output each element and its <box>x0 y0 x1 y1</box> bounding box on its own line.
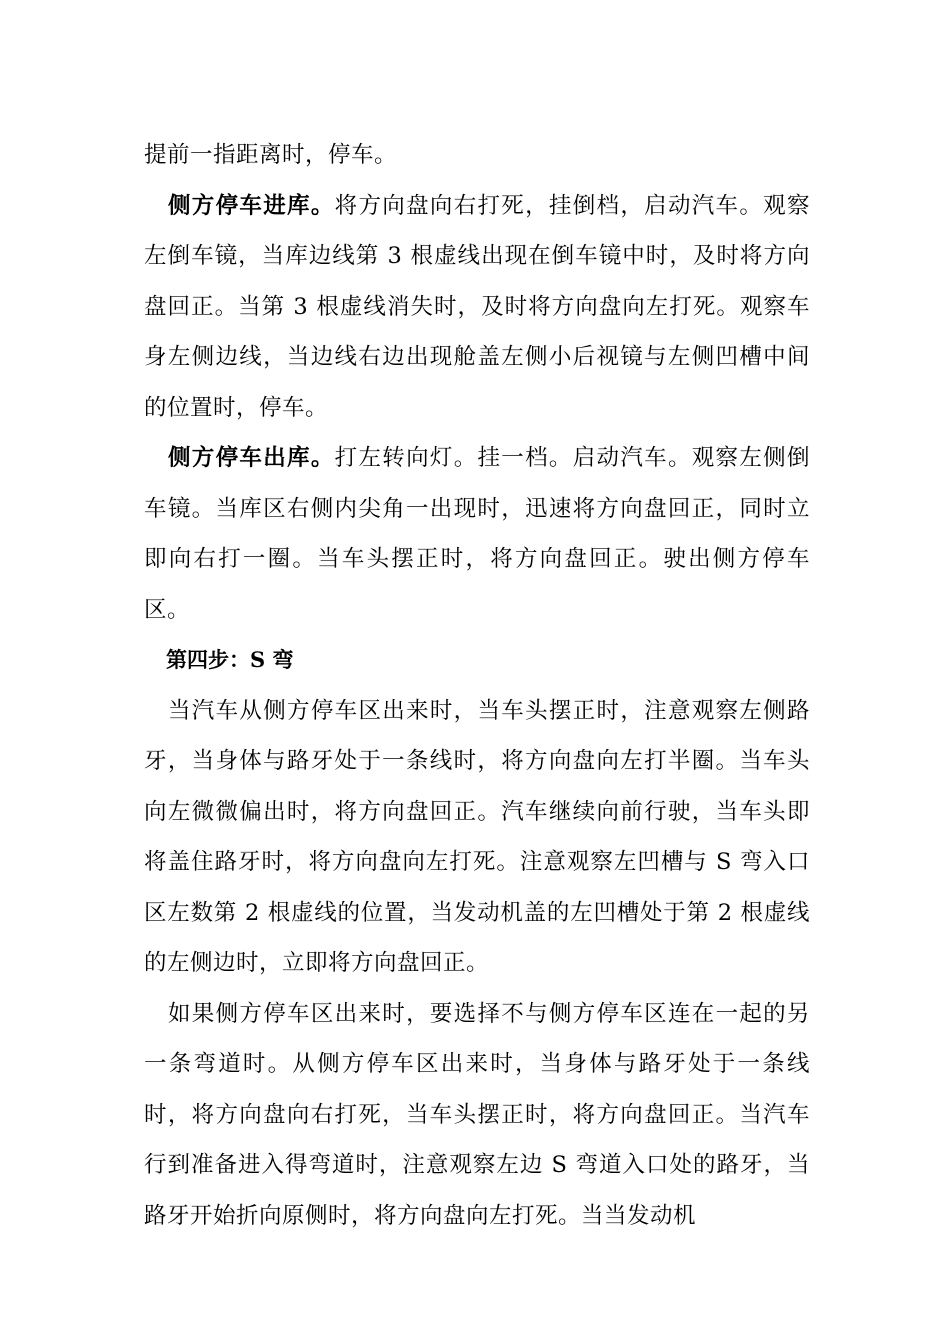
paragraph-text: 当汽车从侧方停车区出来时，当车头摆正时，注意观察左侧路牙，当身体与路牙处于一条线时，将方向盘向左打半圈。当车头向左微微偏出时，将方向盘回正。汽车继续向前行驶，当车头即将盖住路牙时，将方向盘向左打死。注意观察左凹槽与 S 弯入口区左数第 2 根虚线的位置，当发动机盖的左凹槽处于第 2 根虚线的左侧边时，立即将方向盘回正。 <box>144 697 810 976</box>
paragraph-s-curve <box>144 686 810 989</box>
paragraph-text: 如果侧方停车区出来时，要选择不与侧方停车区连在一起的另一条弯道时。从侧方停车区出来时，当身体与路牙处于一条线时，将方向盘向右打死，当车头摆正时，将方向盘回正。当汽车行到准备进入得弯道时，注意观察左边 S 弯道入口处的路牙，当路牙开始折向原侧时，将方向盘向左打死。当当发动机 <box>144 1000 810 1229</box>
paragraph-lead: 侧方停车进库。 <box>168 192 335 219</box>
paragraph-continuation <box>144 130 810 181</box>
paragraph-s-curve-alt <box>144 989 810 1242</box>
paragraph-parking-in <box>144 181 810 434</box>
paragraph-lead: 侧方停车出库。 <box>168 445 335 471</box>
paragraph-text: 将方向盘向右打死，挂倒档，启动汽车。观察左倒车镜，当库边线第 3 根虚线出现在倒车镜中时，及时将方向盘回正。当第 3 根虚线消失时，及时将方向盘向左打死。观察车身左侧边线，当边线右边出现舱盖左侧小后视镜与左侧凹槽中间的位置时，停车。 <box>144 192 810 421</box>
section-heading: 第四步：S 弯 <box>166 647 294 672</box>
paragraph-text: 提前一指距离时，停车。 <box>144 142 398 168</box>
paragraph-parking-out <box>144 433 810 635</box>
paragraph-text: 打左转向灯。挂一档。启动汽车。观察左侧倒车镜。当库区右侧内尖角一出现时，迅速将方向盘回正，同时立即向右打一圈。当车头摆正时，将方向盘回正。驶出侧方停车区。 <box>144 445 810 623</box>
document-page <box>144 130 810 1241</box>
